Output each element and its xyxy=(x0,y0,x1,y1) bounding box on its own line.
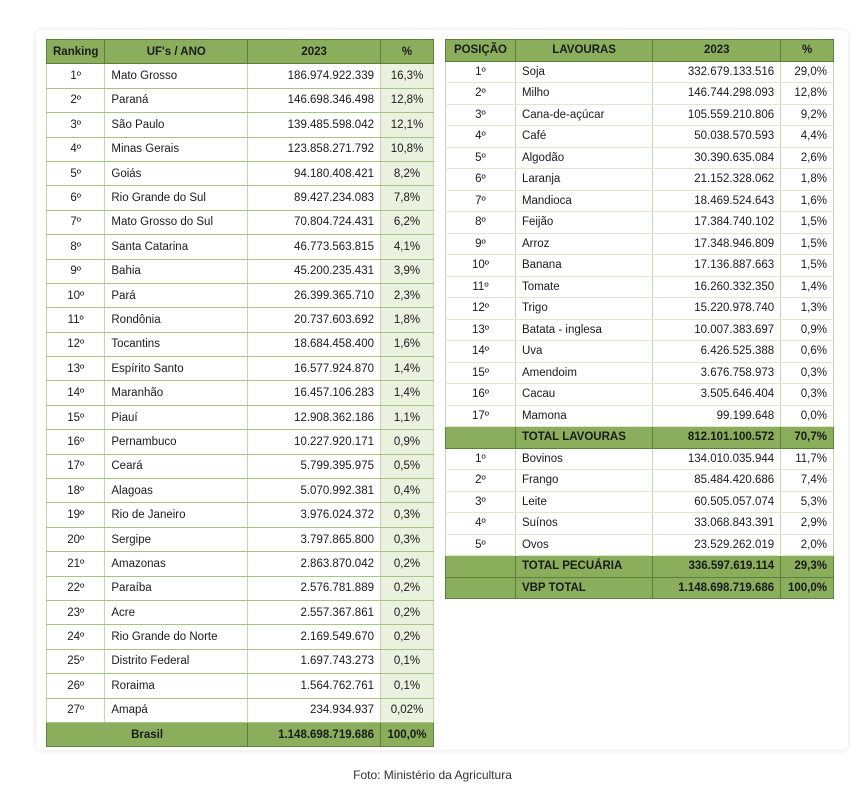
value-cell: 26.399.365.710 xyxy=(248,283,381,307)
value-cell: 10.227.920.171 xyxy=(248,430,381,454)
product-name-cell: Soja xyxy=(515,61,652,83)
rank-cell: 27º xyxy=(47,698,105,722)
percent-cell: 2,0% xyxy=(781,534,834,556)
header-posicao: POSIÇÃO xyxy=(446,40,516,62)
state-name-cell: Piauí xyxy=(105,405,248,429)
product-name-cell: Algodão xyxy=(515,147,652,169)
table-row xyxy=(446,276,834,298)
position-cell: 15º xyxy=(446,362,516,384)
value-cell: 12.908.362.186 xyxy=(248,405,381,429)
header-pct: % xyxy=(781,40,834,62)
product-name-cell: Ovos xyxy=(515,534,652,556)
position-cell: 9º xyxy=(446,233,516,255)
product-name-cell: Tomate xyxy=(515,276,652,298)
state-name-cell: Santa Catarina xyxy=(105,235,248,259)
rank-cell: 10º xyxy=(47,283,105,307)
rank-cell: 4º xyxy=(47,137,105,161)
percent-cell: 1,5% xyxy=(781,255,834,277)
percent-cell: 1,6% xyxy=(781,190,834,212)
value-cell: 94.180.408.421 xyxy=(248,161,381,185)
value-cell: 2.557.367.861 xyxy=(248,600,381,624)
table-row xyxy=(446,513,834,535)
rank-cell: 18º xyxy=(47,479,105,503)
blank-cell xyxy=(446,427,516,449)
rank-cell: 9º xyxy=(47,259,105,283)
total-value-cell: 1.148.698.719.686 xyxy=(248,722,381,746)
subtotal-percent-cell: 100,0% xyxy=(781,577,834,599)
percent-cell: 0,9% xyxy=(781,319,834,341)
rank-cell: 6º xyxy=(47,186,105,210)
position-cell: 10º xyxy=(446,255,516,277)
product-name-cell: Mamona xyxy=(515,405,652,427)
table-row xyxy=(47,600,434,624)
table-row xyxy=(47,381,434,405)
state-name-cell: Ceará xyxy=(105,454,248,478)
rank-cell: 11º xyxy=(47,308,105,332)
value-cell: 3.797.865.800 xyxy=(248,527,381,551)
table-row xyxy=(47,259,434,283)
percent-cell: 1,1% xyxy=(381,405,434,429)
percent-cell: 0,0% xyxy=(781,405,834,427)
table-row xyxy=(446,341,834,363)
table-row xyxy=(446,190,834,212)
position-cell: 1º xyxy=(446,448,516,470)
total-row-brasil xyxy=(47,722,434,746)
product-name-cell: Arroz xyxy=(515,233,652,255)
value-cell: 146.698.346.498 xyxy=(248,88,381,112)
table-row xyxy=(47,649,434,673)
percent-cell: 0,3% xyxy=(381,503,434,527)
subtotal-percent-cell: 70,7% xyxy=(781,427,834,449)
percent-cell: 7,8% xyxy=(381,186,434,210)
table-row xyxy=(446,491,834,513)
blank-cell xyxy=(446,556,516,578)
product-name-cell: Bovinos xyxy=(515,448,652,470)
percent-cell: 9,2% xyxy=(781,104,834,126)
percent-cell: 3,9% xyxy=(381,259,434,283)
rank-cell: 26º xyxy=(47,674,105,698)
table-row xyxy=(47,210,434,234)
table-row xyxy=(47,332,434,356)
value-cell: 2.863.870.042 xyxy=(248,552,381,576)
total-pecuaria-row xyxy=(446,556,834,578)
subtotal-percent-cell: 29,3% xyxy=(781,556,834,578)
state-name-cell: Sergipe xyxy=(105,527,248,551)
state-name-cell: Paraíba xyxy=(105,576,248,600)
state-name-cell: Paraná xyxy=(105,88,248,112)
percent-cell: 2,9% xyxy=(781,513,834,535)
state-name-cell: Roraima xyxy=(105,674,248,698)
percent-cell: 0,4% xyxy=(381,479,434,503)
value-cell: 99.199.648 xyxy=(653,405,781,427)
table-row xyxy=(446,83,834,105)
percent-cell: 1,8% xyxy=(381,308,434,332)
table-row xyxy=(47,235,434,259)
value-cell: 105.559.210.806 xyxy=(653,104,781,126)
table-row xyxy=(47,357,434,381)
table-row xyxy=(47,430,434,454)
header-pct: % xyxy=(381,40,434,64)
product-name-cell: Amendoim xyxy=(515,362,652,384)
position-cell: 13º xyxy=(446,319,516,341)
value-cell: 234.934.937 xyxy=(248,698,381,722)
position-cell: 16º xyxy=(446,384,516,406)
table-row xyxy=(47,113,434,137)
table-row xyxy=(47,625,434,649)
percent-cell: 2,3% xyxy=(381,283,434,307)
rank-cell: 8º xyxy=(47,235,105,259)
percent-cell: 11,7% xyxy=(781,448,834,470)
rank-cell: 25º xyxy=(47,649,105,673)
percent-cell: 0,1% xyxy=(381,674,434,698)
percent-cell: 1,8% xyxy=(781,169,834,191)
state-name-cell: Rio Grande do Sul xyxy=(105,186,248,210)
value-cell: 10.007.383.697 xyxy=(653,319,781,341)
header-year: 2023 xyxy=(248,40,381,64)
position-cell: 3º xyxy=(446,104,516,126)
value-cell: 50.038.570.593 xyxy=(653,126,781,148)
state-name-cell: Bahia xyxy=(105,259,248,283)
state-name-cell: Pernambuco xyxy=(105,430,248,454)
position-cell: 4º xyxy=(446,126,516,148)
rank-cell: 15º xyxy=(47,405,105,429)
table-row xyxy=(47,698,434,722)
value-cell: 16.577.924.870 xyxy=(248,357,381,381)
header-ranking: Ranking xyxy=(47,40,105,64)
value-cell: 17.136.887.663 xyxy=(653,255,781,277)
product-name-cell: Café xyxy=(515,126,652,148)
value-cell: 134.010.035.944 xyxy=(653,448,781,470)
table-row xyxy=(47,186,434,210)
table-row xyxy=(47,576,434,600)
value-cell: 17.348.946.809 xyxy=(653,233,781,255)
product-name-cell: Laranja xyxy=(515,169,652,191)
percent-cell: 1,6% xyxy=(381,332,434,356)
product-name-cell: Feijão xyxy=(515,212,652,234)
table-row xyxy=(47,405,434,429)
position-cell: 5º xyxy=(446,147,516,169)
state-name-cell: Espírito Santo xyxy=(105,357,248,381)
percent-cell: 12,1% xyxy=(381,113,434,137)
percent-cell: 1,5% xyxy=(781,233,834,255)
table-row xyxy=(446,384,834,406)
value-cell: 18.684.458.400 xyxy=(248,332,381,356)
percent-cell: 1,4% xyxy=(781,276,834,298)
percent-cell: 0,9% xyxy=(381,430,434,454)
percent-cell: 0,3% xyxy=(781,362,834,384)
percent-cell: 0,5% xyxy=(381,454,434,478)
percent-cell: 1,3% xyxy=(781,298,834,320)
percent-cell: 1,4% xyxy=(381,381,434,405)
value-cell: 1.697.743.273 xyxy=(248,649,381,673)
vbp-total-row xyxy=(446,577,834,599)
position-cell: 8º xyxy=(446,212,516,234)
state-name-cell: Acre xyxy=(105,600,248,624)
table-row xyxy=(47,454,434,478)
product-name-cell: Suínos xyxy=(515,513,652,535)
product-name-cell: Cana-de-açúcar xyxy=(515,104,652,126)
value-cell: 23.529.262.019 xyxy=(653,534,781,556)
state-name-cell: Pará xyxy=(105,283,248,307)
table-row xyxy=(47,161,434,185)
table-row xyxy=(47,479,434,503)
rank-cell: 22º xyxy=(47,576,105,600)
value-cell: 3.976.024.372 xyxy=(248,503,381,527)
table-row xyxy=(446,104,834,126)
value-cell: 3.676.758.973 xyxy=(653,362,781,384)
position-cell: 17º xyxy=(446,405,516,427)
percent-cell: 10,8% xyxy=(381,137,434,161)
rank-cell: 5º xyxy=(47,161,105,185)
value-cell: 46.773.563.815 xyxy=(248,235,381,259)
state-name-cell: Mato Grosso xyxy=(105,64,248,88)
percent-cell: 12,8% xyxy=(381,88,434,112)
table-row xyxy=(446,534,834,556)
percent-cell: 0,2% xyxy=(381,625,434,649)
position-cell: 7º xyxy=(446,190,516,212)
rank-cell: 16º xyxy=(47,430,105,454)
header-year: 2023 xyxy=(653,40,781,62)
value-cell: 20.737.603.692 xyxy=(248,308,381,332)
position-cell: 11º xyxy=(446,276,516,298)
position-cell: 14º xyxy=(446,341,516,363)
value-cell: 70.804.724.431 xyxy=(248,210,381,234)
rank-cell: 24º xyxy=(47,625,105,649)
percent-cell: 29,0% xyxy=(781,61,834,83)
table-row xyxy=(446,255,834,277)
value-cell: 146.744.298.093 xyxy=(653,83,781,105)
product-name-cell: Milho xyxy=(515,83,652,105)
percent-cell: 4,4% xyxy=(781,126,834,148)
percent-cell: 6,2% xyxy=(381,210,434,234)
state-name-cell: Minas Gerais xyxy=(105,137,248,161)
rank-cell: 13º xyxy=(47,357,105,381)
rank-cell: 17º xyxy=(47,454,105,478)
value-cell: 45.200.235.431 xyxy=(248,259,381,283)
value-cell: 18.469.524.643 xyxy=(653,190,781,212)
percent-cell: 0,02% xyxy=(381,698,434,722)
table-row xyxy=(446,212,834,234)
percent-cell: 2,6% xyxy=(781,147,834,169)
table-row xyxy=(47,552,434,576)
blank-cell xyxy=(446,577,516,599)
value-cell: 3.505.646.404 xyxy=(653,384,781,406)
state-name-cell: Rio de Janeiro xyxy=(105,503,248,527)
state-name-cell: Alagoas xyxy=(105,479,248,503)
product-name-cell: Cacau xyxy=(515,384,652,406)
percent-cell: 4,1% xyxy=(381,235,434,259)
product-name-cell: Frango xyxy=(515,470,652,492)
product-name-cell: Uva xyxy=(515,341,652,363)
percent-cell: 1,5% xyxy=(781,212,834,234)
value-cell: 21.152.328.062 xyxy=(653,169,781,191)
table-row xyxy=(446,169,834,191)
position-cell: 2º xyxy=(446,83,516,105)
state-name-cell: Rondônia xyxy=(105,308,248,332)
position-cell: 2º xyxy=(446,470,516,492)
product-name-cell: Batata - inglesa xyxy=(515,319,652,341)
value-cell: 5.799.395.975 xyxy=(248,454,381,478)
state-name-cell: Amazonas xyxy=(105,552,248,576)
subtotal-value-cell: 1.148.698.719.686 xyxy=(653,577,781,599)
value-cell: 6.426.525.388 xyxy=(653,341,781,363)
product-name-cell: Banana xyxy=(515,255,652,277)
position-cell: 6º xyxy=(446,169,516,191)
percent-cell: 8,2% xyxy=(381,161,434,185)
table-row xyxy=(446,319,834,341)
table-row xyxy=(47,308,434,332)
rank-cell: 20º xyxy=(47,527,105,551)
position-cell: 4º xyxy=(446,513,516,535)
state-name-cell: Tocantins xyxy=(105,332,248,356)
table-row xyxy=(47,283,434,307)
product-name-cell: Trigo xyxy=(515,298,652,320)
percent-cell: 0,2% xyxy=(381,552,434,576)
state-name-cell: Mato Grosso do Sul xyxy=(105,210,248,234)
value-cell: 5.070.992.381 xyxy=(248,479,381,503)
value-cell: 30.390.635.084 xyxy=(653,147,781,169)
percent-cell: 16,3% xyxy=(381,64,434,88)
table-row xyxy=(446,470,834,492)
value-cell: 89.427.234.083 xyxy=(248,186,381,210)
state-name-cell: Distrito Federal xyxy=(105,649,248,673)
percent-cell: 7,4% xyxy=(781,470,834,492)
table-row xyxy=(446,362,834,384)
value-cell: 2.576.781.889 xyxy=(248,576,381,600)
state-name-cell: Goiás xyxy=(105,161,248,185)
table-row xyxy=(47,503,434,527)
percent-cell: 5,3% xyxy=(781,491,834,513)
rank-cell: 19º xyxy=(47,503,105,527)
table-row xyxy=(446,126,834,148)
position-cell: 5º xyxy=(446,534,516,556)
table-row xyxy=(446,298,834,320)
value-cell: 85.484.420.686 xyxy=(653,470,781,492)
product-name-cell: Mandioca xyxy=(515,190,652,212)
uf-table-header xyxy=(47,40,434,64)
vbp-products-table xyxy=(445,39,834,599)
value-cell: 15.220.978.740 xyxy=(653,298,781,320)
percent-cell: 0,2% xyxy=(381,576,434,600)
value-cell: 186.974.922.339 xyxy=(248,64,381,88)
rank-cell: 1º xyxy=(47,64,105,88)
value-cell: 332.679.133.516 xyxy=(653,61,781,83)
table-row xyxy=(47,137,434,161)
header-uf: UF's / ANO xyxy=(105,40,248,64)
subtotal-value-cell: 812.101.100.572 xyxy=(653,427,781,449)
table-row xyxy=(47,674,434,698)
rank-cell: 21º xyxy=(47,552,105,576)
value-cell: 16.457.106.283 xyxy=(248,381,381,405)
position-cell: 3º xyxy=(446,491,516,513)
value-cell: 1.564.762.761 xyxy=(248,674,381,698)
percent-cell: 0,6% xyxy=(781,341,834,363)
value-cell: 139.485.598.042 xyxy=(248,113,381,137)
table-row xyxy=(446,61,834,83)
rank-cell: 2º xyxy=(47,88,105,112)
table-row xyxy=(47,64,434,88)
header-lavouras: LAVOURAS xyxy=(515,40,652,62)
percent-cell: 0,3% xyxy=(381,527,434,551)
state-name-cell: Amapá xyxy=(105,698,248,722)
rank-cell: 12º xyxy=(47,332,105,356)
table-row xyxy=(47,527,434,551)
position-cell: 1º xyxy=(446,61,516,83)
state-name-cell: Maranhão xyxy=(105,381,248,405)
table-row xyxy=(47,88,434,112)
product-name-cell: Leite xyxy=(515,491,652,513)
table-row xyxy=(446,405,834,427)
uf-ranking-table xyxy=(46,39,434,747)
state-name-cell: Rio Grande do Norte xyxy=(105,625,248,649)
percent-cell: 0,1% xyxy=(381,649,434,673)
table-row xyxy=(446,448,834,470)
percent-cell: 1,4% xyxy=(381,357,434,381)
table-row xyxy=(446,233,834,255)
value-cell: 123.858.271.792 xyxy=(248,137,381,161)
photo-caption: Foto: Ministério da Agricultura xyxy=(353,768,512,782)
rank-cell: 3º xyxy=(47,113,105,137)
products-table-header xyxy=(446,40,834,62)
value-cell: 2.169.549.670 xyxy=(248,625,381,649)
subtotal-value-cell: 336.597.619.114 xyxy=(653,556,781,578)
total-lavouras-row xyxy=(446,427,834,449)
rank-cell: 14º xyxy=(47,381,105,405)
subtotal-label-cell: TOTAL PECUÁRIA xyxy=(515,556,652,578)
subtotal-label-cell: TOTAL LAVOURAS xyxy=(515,427,652,449)
rank-cell: 23º xyxy=(47,600,105,624)
total-percent-cell: 100,0% xyxy=(381,722,434,746)
percent-cell: 0,2% xyxy=(381,600,434,624)
value-cell: 60.505.057.074 xyxy=(653,491,781,513)
rank-cell: 7º xyxy=(47,210,105,234)
value-cell: 17.384.740.102 xyxy=(653,212,781,234)
table-row xyxy=(446,147,834,169)
state-name-cell: São Paulo xyxy=(105,113,248,137)
value-cell: 16.260.332.350 xyxy=(653,276,781,298)
percent-cell: 0,3% xyxy=(781,384,834,406)
subtotal-label-cell: VBP TOTAL xyxy=(515,577,652,599)
value-cell: 33.068.843.391 xyxy=(653,513,781,535)
total-label-cell: Brasil xyxy=(47,722,248,746)
percent-cell: 12,8% xyxy=(781,83,834,105)
position-cell: 12º xyxy=(446,298,516,320)
